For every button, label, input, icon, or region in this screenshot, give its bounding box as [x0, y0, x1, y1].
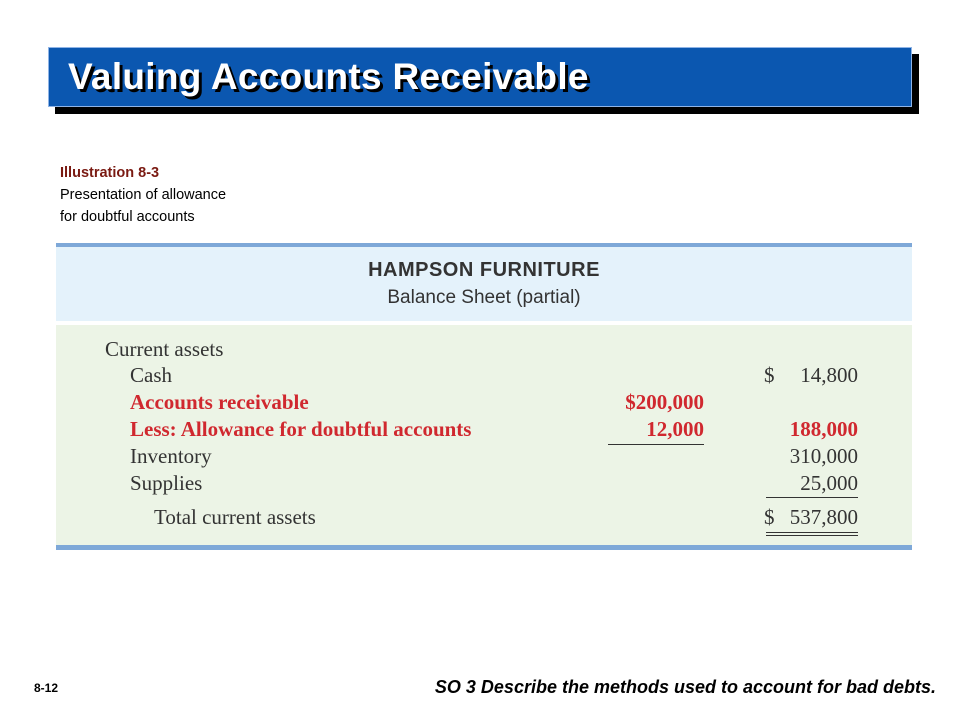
- row-label-total: Total current assets: [154, 505, 316, 529]
- illustration-caption: [60, 162, 226, 228]
- illustration-desc-line1: Presentation of allowance: [60, 187, 227, 203]
- illustration-label: Illustration 8-3: [60, 165, 160, 181]
- illustration-desc-line2: for doubtful accounts: [60, 209, 195, 225]
- row-label-allowance: Less: Allowance for doubtful accounts: [130, 417, 472, 441]
- statement-subtitle: Balance Sheet (partial): [387, 287, 581, 308]
- row-label-inventory: Inventory: [130, 444, 212, 468]
- net-receivables-amount: 188,000: [789, 417, 858, 441]
- allowance-amount: 12,000: [646, 417, 704, 441]
- balance-sheet-panel: [56, 243, 912, 551]
- company-name: HAMPSON FURNITURE: [368, 259, 600, 281]
- row-label-supplies: Supplies: [130, 471, 203, 495]
- total-dollar-sign: $: [764, 505, 775, 529]
- cash-amount: 14,800: [800, 363, 858, 387]
- inventory-amount: 310,000: [789, 444, 858, 468]
- row-label-accounts-receivable: Accounts receivable: [130, 390, 309, 414]
- allowance-underline: [608, 444, 704, 445]
- section-label: Current assets: [105, 337, 224, 361]
- total-double-underline-1: [766, 532, 858, 533]
- accounts-receivable-amount: $200,000: [625, 390, 704, 414]
- slide-title: Valuing Accounts Receivable: [68, 56, 589, 97]
- bottom-rule: [56, 545, 912, 550]
- page-number: 8-12: [34, 681, 59, 695]
- supplies-amount: 25,000: [800, 471, 858, 495]
- total-double-underline-2: [766, 535, 858, 536]
- row-label-cash: Cash: [130, 363, 172, 387]
- study-objective: SO 3 Describe the methods used to account for bad debts.: [434, 677, 936, 697]
- supplies-underline: [766, 497, 858, 498]
- total-amount: 537,800: [789, 505, 858, 529]
- cash-dollar-sign: $: [764, 363, 775, 387]
